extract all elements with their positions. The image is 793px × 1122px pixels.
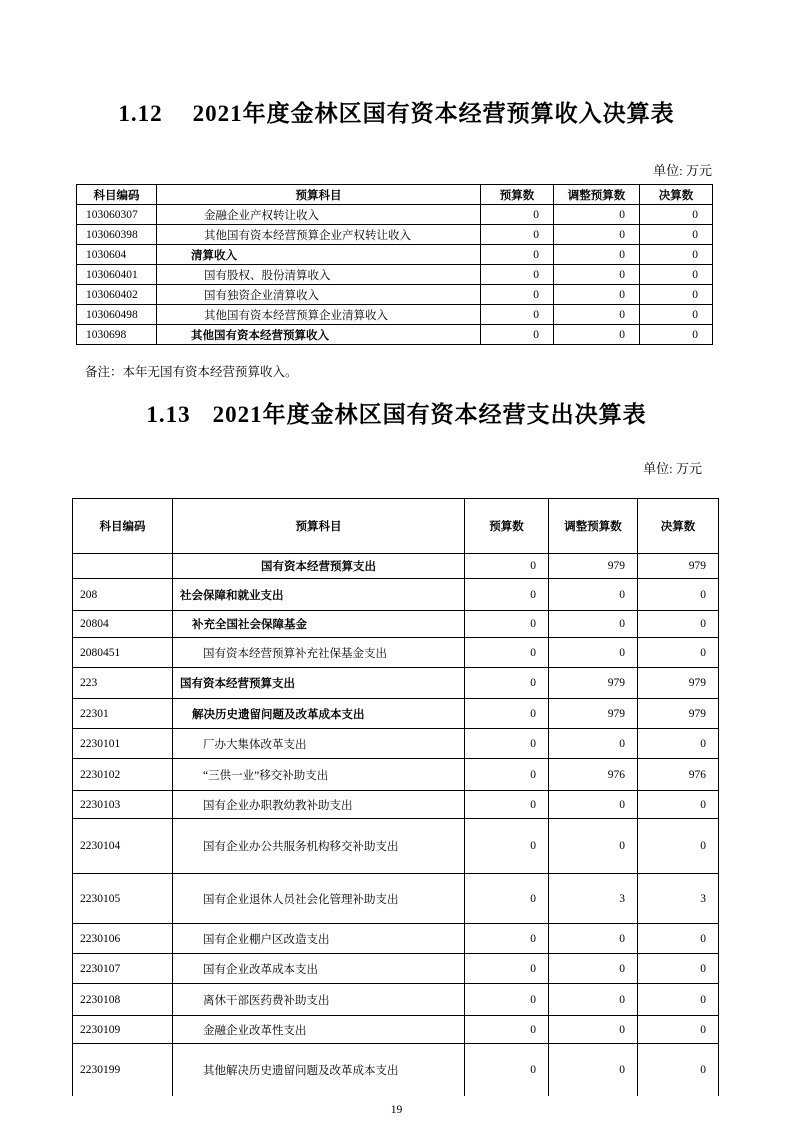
final-value-cell: 0 [640, 265, 713, 285]
table-row [73, 791, 719, 819]
adjusted-budget-value-cell: 0 [549, 819, 638, 874]
budget-value-cell: 0 [465, 579, 549, 611]
adjusted-budget-value-cell: 0 [554, 305, 640, 325]
final-value-cell: 0 [638, 729, 719, 759]
subject-code-cell: 103060402 [77, 285, 157, 305]
subject-name-cell: 其他国有资本经营预算企业产权转让收入 [157, 225, 481, 245]
table-row [73, 984, 719, 1016]
subject-name-cell: “三供一业”移交补助支出 [173, 759, 465, 791]
subject-code-cell: 2230106 [73, 924, 173, 954]
column-header: 调整预算数 [554, 185, 640, 205]
budget-value-cell: 0 [481, 225, 554, 245]
budget-value-cell: 0 [465, 699, 549, 729]
table-row [73, 668, 719, 699]
subject-name-cell: 社会保障和就业支出 [173, 579, 465, 611]
adjusted-budget-value-cell: 979 [549, 668, 638, 699]
adjusted-budget-value-cell: 0 [549, 984, 638, 1016]
subject-code-cell: 2230109 [73, 1016, 173, 1044]
column-header: 预算科目 [157, 185, 481, 205]
final-value-cell: 0 [638, 791, 719, 819]
header-row [73, 499, 719, 554]
budget-value-cell: 0 [465, 554, 549, 579]
subject-code-cell: 103060307 [77, 205, 157, 225]
table-row [73, 611, 719, 638]
final-value-cell: 0 [638, 924, 719, 954]
budget-value-cell: 0 [465, 1044, 549, 1096]
subject-name-cell: 国有独资企业清算收入 [157, 285, 481, 305]
adjusted-budget-value-cell: 0 [549, 579, 638, 611]
final-value-cell: 0 [640, 305, 713, 325]
table-row [73, 729, 719, 759]
expenditure-table [72, 498, 719, 1096]
subject-name-cell: 国有企业改革成本支出 [173, 954, 465, 984]
adjusted-budget-value-cell: 0 [549, 1016, 638, 1044]
subject-name-cell: 厂办大集体改革支出 [173, 729, 465, 759]
note-text: 备注：本年无国有资本经营预算收入。 [85, 365, 298, 379]
budget-value-cell: 0 [465, 1016, 549, 1044]
table-row [73, 819, 719, 874]
budget-value-cell: 0 [465, 729, 549, 759]
adjusted-budget-value-cell: 0 [549, 611, 638, 638]
subject-name-cell: 离休干部医药费补助支出 [173, 984, 465, 1016]
adjusted-budget-value-cell: 0 [554, 225, 640, 245]
unit-label-expenditure: 单位: 万元 [643, 461, 702, 476]
column-header: 预算科目 [173, 499, 465, 554]
subject-name-cell: 国有资本经营预算支出 [173, 554, 465, 579]
final-value-cell: 0 [640, 205, 713, 225]
adjusted-budget-value-cell: 979 [549, 554, 638, 579]
subject-code-cell: 103060398 [77, 225, 157, 245]
subject-code-cell: 103060401 [77, 265, 157, 285]
subject-code-cell: 2230101 [73, 729, 173, 759]
subject-code-cell: 2080451 [73, 638, 173, 668]
budget-value-cell: 0 [465, 759, 549, 791]
unit-label-revenue: 单位: 万元 [653, 163, 712, 178]
subject-name-cell: 其他国有资本经营预算收入 [157, 325, 481, 345]
budget-value-cell: 0 [481, 325, 554, 345]
budget-value-cell: 0 [481, 285, 554, 305]
column-header: 科目编码 [73, 499, 173, 554]
final-value-cell: 3 [638, 874, 719, 924]
subject-code-cell: 2230108 [73, 984, 173, 1016]
subject-name-cell: 金融企业改革性支出 [173, 1016, 465, 1044]
page-number: 19 [390, 1104, 403, 1116]
subject-code-cell: 1030698 [77, 325, 157, 345]
final-value-cell: 0 [640, 285, 713, 305]
budget-value-cell: 0 [465, 954, 549, 984]
table-row [73, 638, 719, 668]
adjusted-budget-value-cell: 0 [554, 245, 640, 265]
adjusted-budget-value-cell: 0 [554, 205, 640, 225]
final-value-cell: 0 [640, 245, 713, 265]
section-1-number: 1.12 [118, 101, 163, 126]
subject-name-cell: 国有企业棚户区改造支出 [173, 924, 465, 954]
column-header: 科目编码 [77, 185, 157, 205]
subject-code-cell: 20804 [73, 611, 173, 638]
subject-name-cell: 国有股权、股份清算收入 [157, 265, 481, 285]
budget-value-cell: 0 [465, 638, 549, 668]
subject-code-cell: 2230104 [73, 819, 173, 874]
table-row [77, 305, 713, 325]
final-value-cell: 0 [640, 325, 713, 345]
adjusted-budget-value-cell: 0 [549, 924, 638, 954]
section-1-title-text: 2021年度金林区国有资本经营预算收入决算表 [192, 101, 675, 126]
section-1-title [0, 99, 793, 129]
table-row [73, 954, 719, 984]
column-header: 预算数 [465, 499, 549, 554]
adjusted-budget-value-cell: 976 [549, 759, 638, 791]
adjusted-budget-value-cell: 0 [549, 954, 638, 984]
budget-value-cell: 0 [465, 791, 549, 819]
table-row [73, 699, 719, 729]
header-row [77, 185, 713, 205]
adjusted-budget-value-cell: 0 [554, 285, 640, 305]
adjusted-budget-value-cell: 0 [549, 791, 638, 819]
subject-code-cell: 2230102 [73, 759, 173, 791]
section-2-number: 1.13 [146, 402, 191, 427]
budget-value-cell: 0 [481, 205, 554, 225]
table-row [77, 245, 713, 265]
budget-value-cell: 0 [465, 611, 549, 638]
table-row [73, 874, 719, 924]
adjusted-budget-value-cell: 3 [549, 874, 638, 924]
adjusted-budget-value-cell: 0 [554, 325, 640, 345]
subject-code-cell: 2230199 [73, 1044, 173, 1096]
subject-name-cell: 清算收入 [157, 245, 481, 265]
adjusted-budget-value-cell: 0 [549, 638, 638, 668]
final-value-cell: 0 [638, 611, 719, 638]
adjusted-budget-value-cell: 0 [554, 265, 640, 285]
subject-code-cell [73, 554, 173, 579]
final-value-cell: 979 [638, 668, 719, 699]
subject-name-cell: 国有资本经营预算补充社保基金支出 [173, 638, 465, 668]
subject-name-cell: 国有企业退休人员社会化管理补助支出 [173, 874, 465, 924]
budget-value-cell: 0 [465, 924, 549, 954]
adjusted-budget-value-cell: 979 [549, 699, 638, 729]
subject-code-cell: 208 [73, 579, 173, 611]
table-row [73, 1016, 719, 1044]
subject-code-cell: 2230105 [73, 874, 173, 924]
subject-code-cell: 2230107 [73, 954, 173, 984]
final-value-cell: 0 [638, 579, 719, 611]
table-row [77, 325, 713, 345]
adjusted-budget-value-cell: 0 [549, 1044, 638, 1096]
subject-code-cell: 2230103 [73, 791, 173, 819]
final-value-cell: 976 [638, 759, 719, 791]
section-2-title-text: 2021年度金林区国有资本经营支出决算表 [212, 402, 647, 427]
subject-name-cell: 解决历史遗留问题及改革成本支出 [173, 699, 465, 729]
final-value-cell: 0 [638, 1016, 719, 1044]
subject-name-cell: 金融企业产权转让收入 [157, 205, 481, 225]
budget-value-cell: 0 [481, 245, 554, 265]
column-header: 调整预算数 [549, 499, 638, 554]
table-row [73, 579, 719, 611]
final-value-cell: 979 [638, 699, 719, 729]
table-row [73, 554, 719, 579]
table-row [73, 759, 719, 791]
subject-name-cell: 补充全国社会保障基金 [173, 611, 465, 638]
final-value-cell: 979 [638, 554, 719, 579]
budget-value-cell: 0 [481, 265, 554, 285]
subject-name-cell: 其他解决历史遗留问题及改革成本支出 [173, 1044, 465, 1096]
column-header: 决算数 [638, 499, 719, 554]
subject-code-cell: 223 [73, 668, 173, 699]
final-value-cell: 0 [640, 225, 713, 245]
subject-name-cell: 其他国有资本经营预算企业清算收入 [157, 305, 481, 325]
table-row [77, 205, 713, 225]
budget-value-cell: 0 [481, 305, 554, 325]
subject-code-cell: 1030604 [77, 245, 157, 265]
table-row [77, 225, 713, 245]
table-row [73, 924, 719, 954]
subject-code-cell: 22301 [73, 699, 173, 729]
subject-name-cell: 国有企业办职教幼教补助支出 [173, 791, 465, 819]
budget-value-cell: 0 [465, 668, 549, 699]
final-value-cell: 0 [638, 638, 719, 668]
table-row [77, 285, 713, 305]
final-value-cell: 0 [638, 984, 719, 1016]
final-value-cell: 0 [638, 954, 719, 984]
subject-name-cell: 国有企业办公共服务机构移交补助支出 [173, 819, 465, 874]
budget-value-cell: 0 [465, 984, 549, 1016]
table-row [73, 1044, 719, 1096]
section-2-title [0, 400, 793, 430]
table-row [77, 265, 713, 285]
subject-name-cell: 国有资本经营预算支出 [173, 668, 465, 699]
subject-code-cell: 103060498 [77, 305, 157, 325]
final-value-cell: 0 [638, 819, 719, 874]
revenue-table [76, 184, 713, 345]
budget-value-cell: 0 [465, 819, 549, 874]
final-value-cell: 0 [638, 1044, 719, 1096]
column-header: 决算数 [640, 185, 713, 205]
column-header: 预算数 [481, 185, 554, 205]
budget-value-cell: 0 [465, 874, 549, 924]
adjusted-budget-value-cell: 0 [549, 729, 638, 759]
